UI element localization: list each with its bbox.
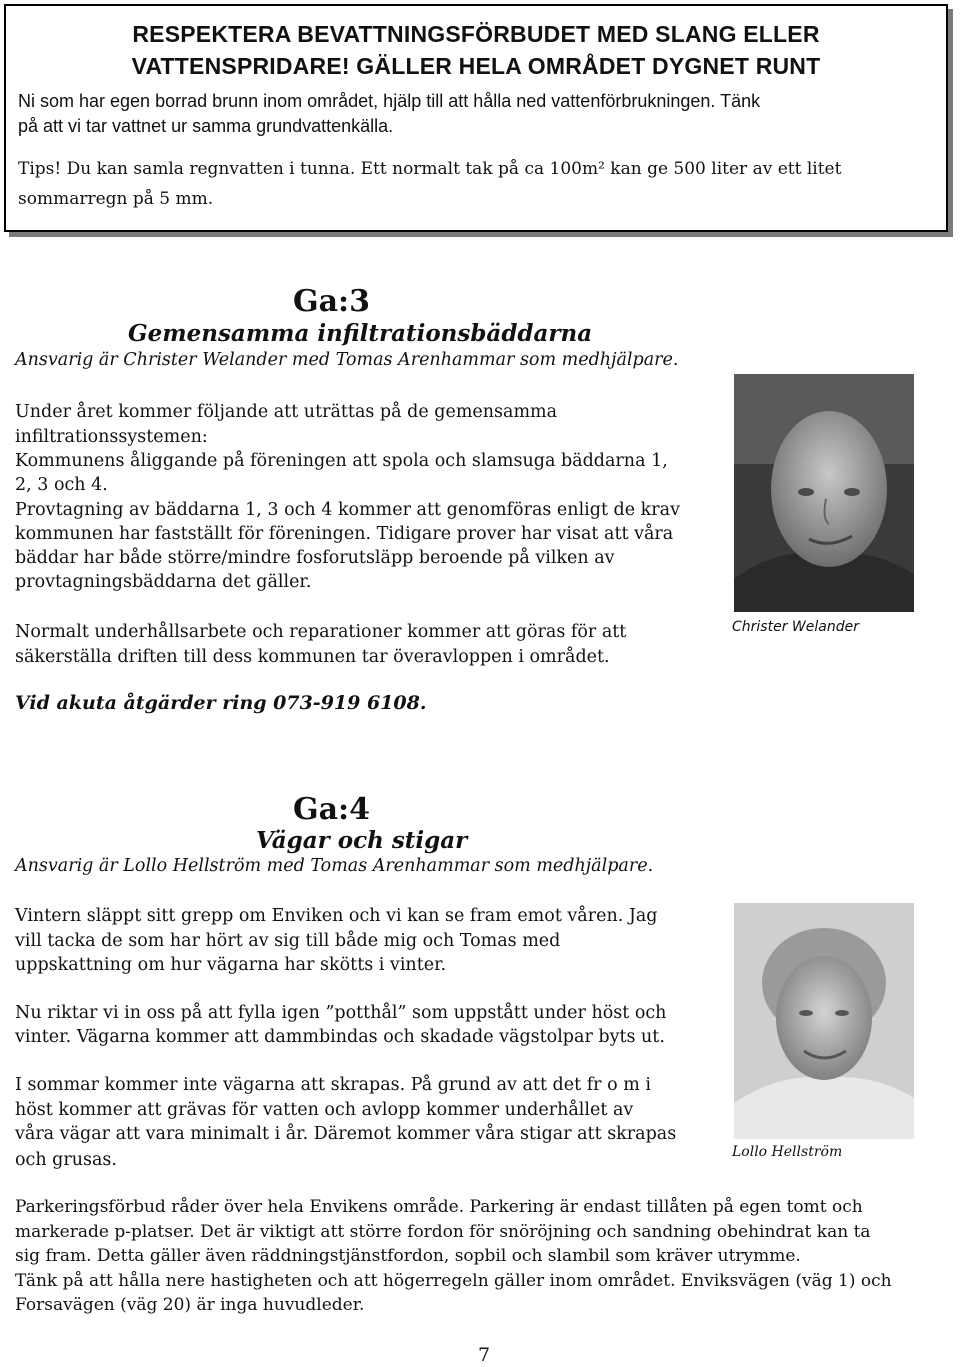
notice-line-1: Ni som har egen borrad brunn inom området, hjälp till att hålla ned vattenförbrukningen. Tänk — [18, 91, 761, 111]
portrait-woman-icon — [734, 903, 914, 1139]
ga3-line: infiltrationssystemen: — [15, 427, 208, 447]
ga4-line: uppskattning om hur vägarna har skötts i vinter. — [15, 955, 447, 975]
portrait-man-icon — [734, 374, 914, 612]
ga4-line: I sommar kommer inte vägarna att skrapas. På grund av att det fr o m i — [15, 1075, 651, 1095]
ga4-line: Parkeringsförbud råder över hela Envikens område. Parkering är endast tillåten på egen tomt och — [15, 1197, 863, 1217]
ga4-line: höst kommer att grävas för vatten och avlopp kommer underhållet av — [15, 1100, 634, 1120]
christer-welander-photo — [734, 374, 914, 612]
ga4-line: Tänk på att hålla nere hastigheten och att högerregeln gäller inom området. Enviksvägen (väg 1) och — [15, 1271, 892, 1291]
page-number: 7 — [478, 1344, 491, 1366]
ga4-line: våra vägar att vara minimalt i år. Däremot kommer våra stigar att skrapas — [15, 1124, 677, 1144]
ga3-line: bäddar har både större/mindre fosforutsläpp beroende på vilken av — [15, 548, 615, 568]
ga4-line: Vintern släppt sitt grepp om Enviken och vi kan se fram emot våren. Jag — [15, 906, 658, 926]
ga3-line: säkerställa driften till dess kommunen tar överavloppen i området. — [15, 647, 610, 667]
notice-heading-1: RESPEKTERA BEVATTNINGSFÖRBUDET MED SLANG ELLER — [132, 21, 820, 47]
ga4-line: Nu riktar vi in oss på att fylla igen ”potthål” som uppstått under höst och — [15, 1003, 667, 1023]
lollo-photo-caption: Lollo Hellström — [732, 1144, 843, 1160]
ga3-line: provtagningsbäddarna det gäller. — [15, 572, 312, 592]
notice-line-2: på att vi tar vattnet ur samma grundvattenkälla. — [18, 116, 394, 136]
ga3-emergency-number: Vid akuta åtgärder ring 073-919 6108. — [15, 692, 427, 714]
notice-tips-1: Tips! Du kan samla regnvatten i tunna. Ett normalt tak på ca 100m² kan ge 500 liter av ett litet — [18, 159, 842, 179]
ga3-line: 2, 3 och 4. — [15, 475, 108, 495]
ga3-subtitle: Gemensamma infiltrationsbäddarna — [128, 320, 593, 347]
ga3-title: Ga:3 — [293, 284, 371, 319]
ga3-line: Normalt underhållsarbete och reparationer kommer att göras för att — [15, 622, 627, 642]
ga4-line: vinter. Vägarna kommer att dammbindas och skadade vägstolpar byts ut. — [15, 1027, 665, 1047]
ga4-title: Ga:4 — [293, 792, 371, 827]
ga4-subtitle: Vägar och stigar — [256, 827, 468, 854]
notice-tips-2: sommarregn på 5 mm. — [18, 189, 214, 209]
ga4-line: sig fram. Detta gäller även räddningstjänstfordon, sopbil och slambil som kräver utrymme. — [15, 1246, 801, 1266]
ga3-line: Under året kommer följande att uträttas på de gemensamma — [15, 402, 558, 422]
christer-photo-caption: Christer Welander — [732, 619, 859, 635]
ga4-line: vill tacka de som har hört av sig till både mig och Tomas med — [15, 931, 561, 951]
ga4-line: Forsavägen (väg 20) är inga huvudleder. — [15, 1295, 365, 1315]
ga3-line: Kommunens åliggande på föreningen att spola och slamsuga bäddarna 1, — [15, 451, 668, 471]
watering-ban-notice — [4, 4, 948, 232]
ga3-responsible: Ansvarig är Christer Welander med Tomas Arenhammar som medhjälpare. — [15, 350, 679, 370]
ga4-line: markerade p-platser. Det är viktigt att större fordon för snöröjning och sandning obehindrat kan ta — [15, 1222, 871, 1242]
ga3-line: kommunen har fastställt för föreningen. Tidigare prover har visat att våra — [15, 524, 674, 544]
ga3-line: Provtagning av bäddarna 1, 3 och 4 kommer att genomföras enligt de krav — [15, 500, 680, 520]
ga4-line: och grusas. — [15, 1150, 117, 1170]
notice-heading-2: VATTENSPRIDARE! GÄLLER HELA OMRÅDET DYGNET RUNT — [131, 53, 821, 79]
ga4-responsible: Ansvarig är Lollo Hellström med Tomas Arenhammar som medhjälpare. — [15, 856, 654, 876]
lollo-hellstrom-photo — [734, 903, 914, 1139]
